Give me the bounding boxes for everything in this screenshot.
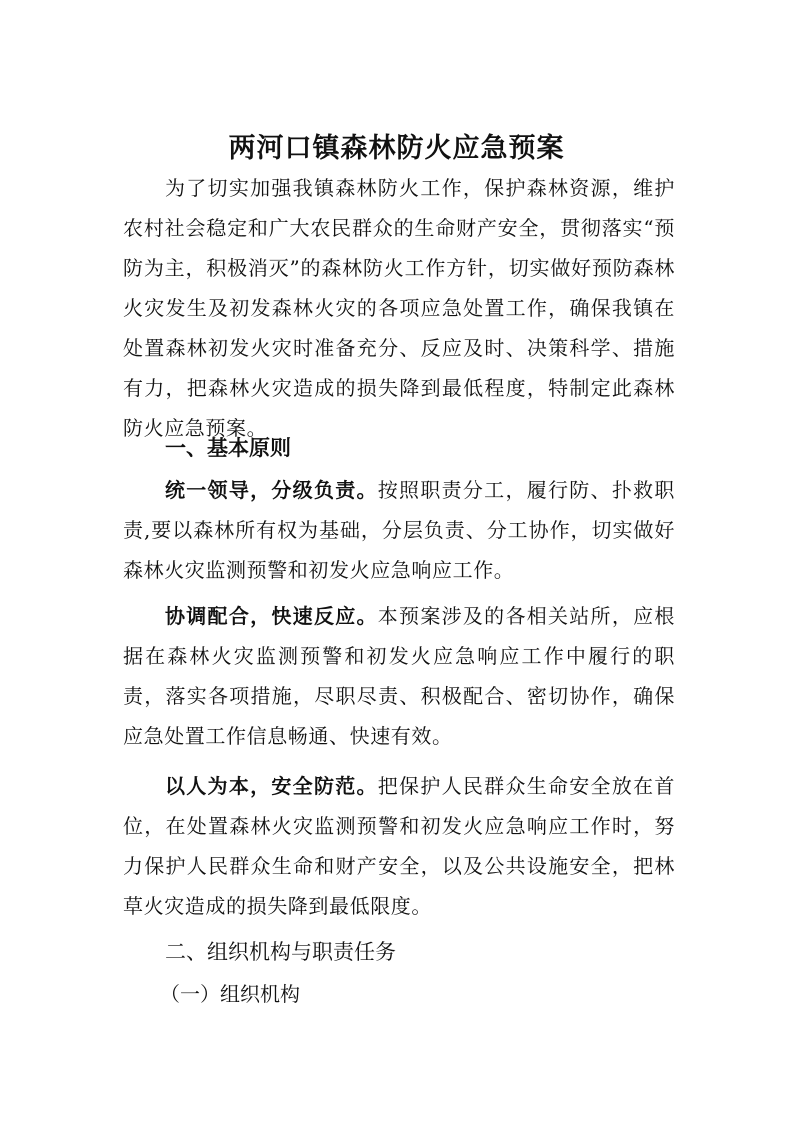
principle-lead-1: 统一领导，分级负责。	[165, 478, 378, 502]
principle-text-2: 本预案涉及的各相关站所，应根据在森林火灾监测预警和初发火应急响应工作中履行的职责，落实各项措施，尽职尽责、积极配合、密切协作，确保应急处置工作信息畅通、快速有效。	[123, 604, 675, 748]
principle-paragraph-2	[123, 596, 675, 756]
section-heading-basic-principles: 一、基本原则	[165, 436, 291, 460]
principle-text-1: 按照职责分工，履行防、扑救职责,要以森林所有权为基础，分层负责、分工协作，切实做好森林火灾监测预警和初发火应急响应工作。	[123, 478, 675, 582]
principle-lead-2: 协调配合，快速反应。	[165, 604, 378, 628]
intro-paragraph: 为了切实加强我镇森林防火工作，保护森林资源，维护农村社会稳定和广大农民群众的生命财产安全，贯彻落实“预防为主，积极消灭”的森林防火工作方针，切实做好预防森林火灾发生及初发森林火灾的各项应急处置工作，确保我镇在处置森林初发火灾时准备充分、反应及时、决策科学、措施有力，把森林火灾造成的损失降到最低程度，特制定此森林防火应急预案。	[123, 176, 675, 440]
document-title: 两河口镇森林防火应急预案	[228, 133, 565, 164]
principle-text-3: 把保护人民群众生命安全放在首位，在处置森林火灾监测预警和初发火应急响应工作时，努力保护人民群众生命和财产安全，以及公共设施安全，把林草火灾造成的损失降到最低限度。	[123, 774, 675, 918]
principle-lead-3: 以人为本，安全防范。	[165, 774, 378, 798]
sub-heading-organization-structure: （一）组织机构	[160, 982, 300, 1006]
section-heading-organization: 二、组织机构与职责任务	[165, 940, 396, 964]
principle-paragraph-1	[123, 470, 675, 590]
principle-paragraph-3	[123, 766, 675, 926]
